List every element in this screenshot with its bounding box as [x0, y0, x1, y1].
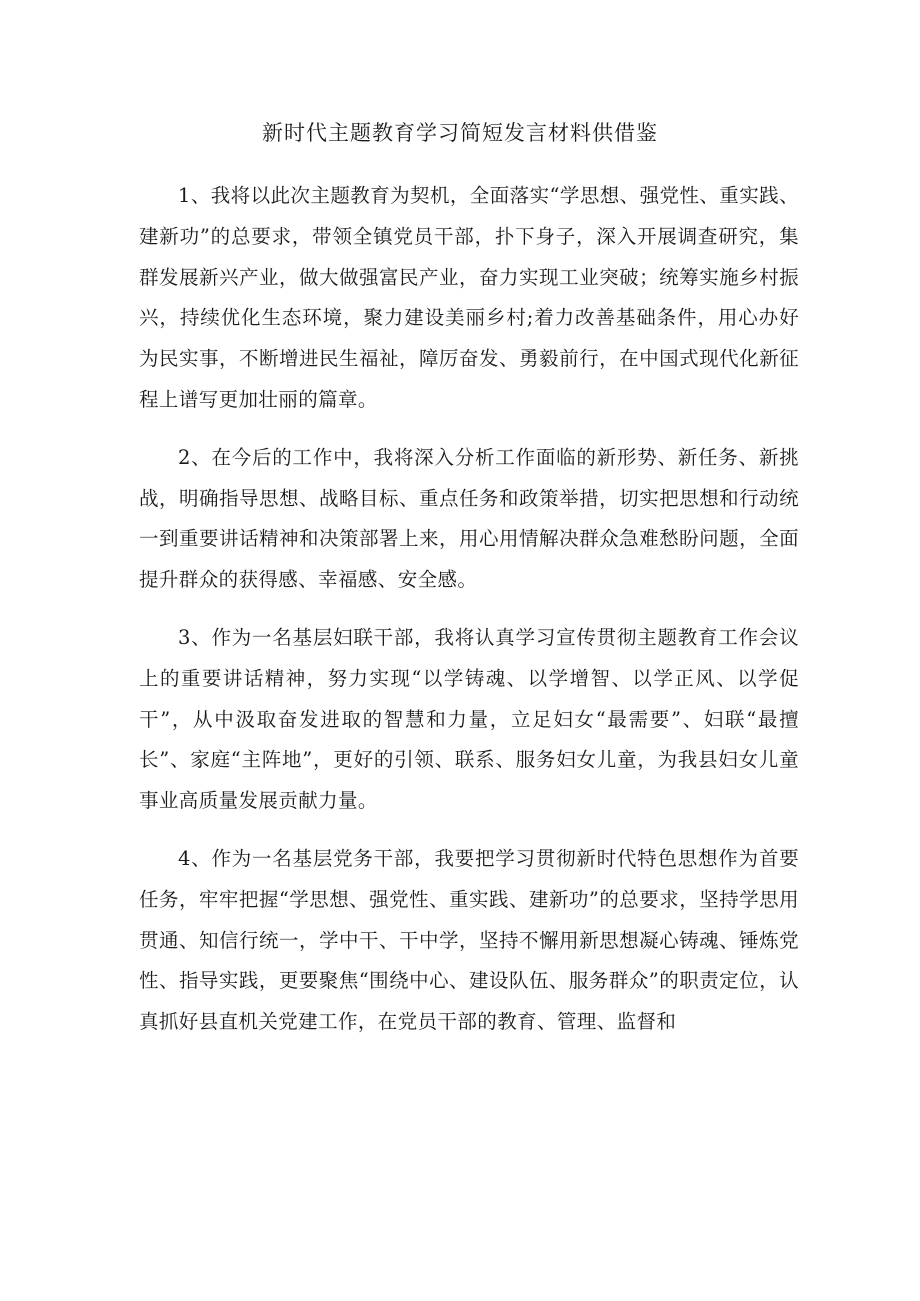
paragraph-1: 1、我将以此次主题教育为契机，全面落实“学思想、强党性、重实践、建新功”的总要求，带领全镇党员干部，扑下身子，深入开展调查研究，集群发展新兴产业，做大做强富民产业，奋力实现工业突破；统筹实施乡村振兴，持续优化生态环境，聚力建设美丽乡村;着力改善基础条件，用心办好为民实事，不断增进民生福祉，障厉奋发、勇毅前行，在中国式现代化新征程上谱写更加壮丽的篇章。 [139, 184, 799, 411]
paragraph-3: 3、作为一名基层妇联干部，我将认真学习宣传贯彻主题教育工作会议上的重要讲话精神，努力实现“以学铸魂、以学增智、以学正风、以学促干”，从中汲取奋发进取的智慧和力量，立足妇女“最需要”、妇联“最擅长”、家庭“主阵地”，更好的引领、联系、服务妇女儿童，为我县妇女儿童事业高质量发展贡献力量。 [139, 625, 799, 813]
paragraph-4: 4、作为一名基层党务干部，我要把学习贯彻新时代特色思想作为首要任务，牢牢把握“学思想、强党性、重实践、建新功”的总要求，坚持学思用贯通、知信行统一，学中干、干中学，坚持不懈用新思想凝心铸魂、锤炼党性、指导实践，更要聚焦“围绕中心、建设队伍、服务群众”的职责定位，认真抓好县直机关党建工作，在党员干部的教育、管理、监督和 [139, 846, 799, 1034]
document-body [139, 176, 799, 1060]
paragraph-2: 2、在今后的工作中，我将深入分析工作面临的新形势、新任务、新挑战，明确指导思想、战略目标、重点任务和政策举措，切实把思想和行动统一到重要讲话精神和决策部署上来，用心用情解决群众急难愁盼问题，全面提升群众的获得感、幸福感、安全感。 [139, 445, 799, 592]
document-title: 新时代主题教育学习简短发言材料供借鉴 [262, 121, 658, 145]
